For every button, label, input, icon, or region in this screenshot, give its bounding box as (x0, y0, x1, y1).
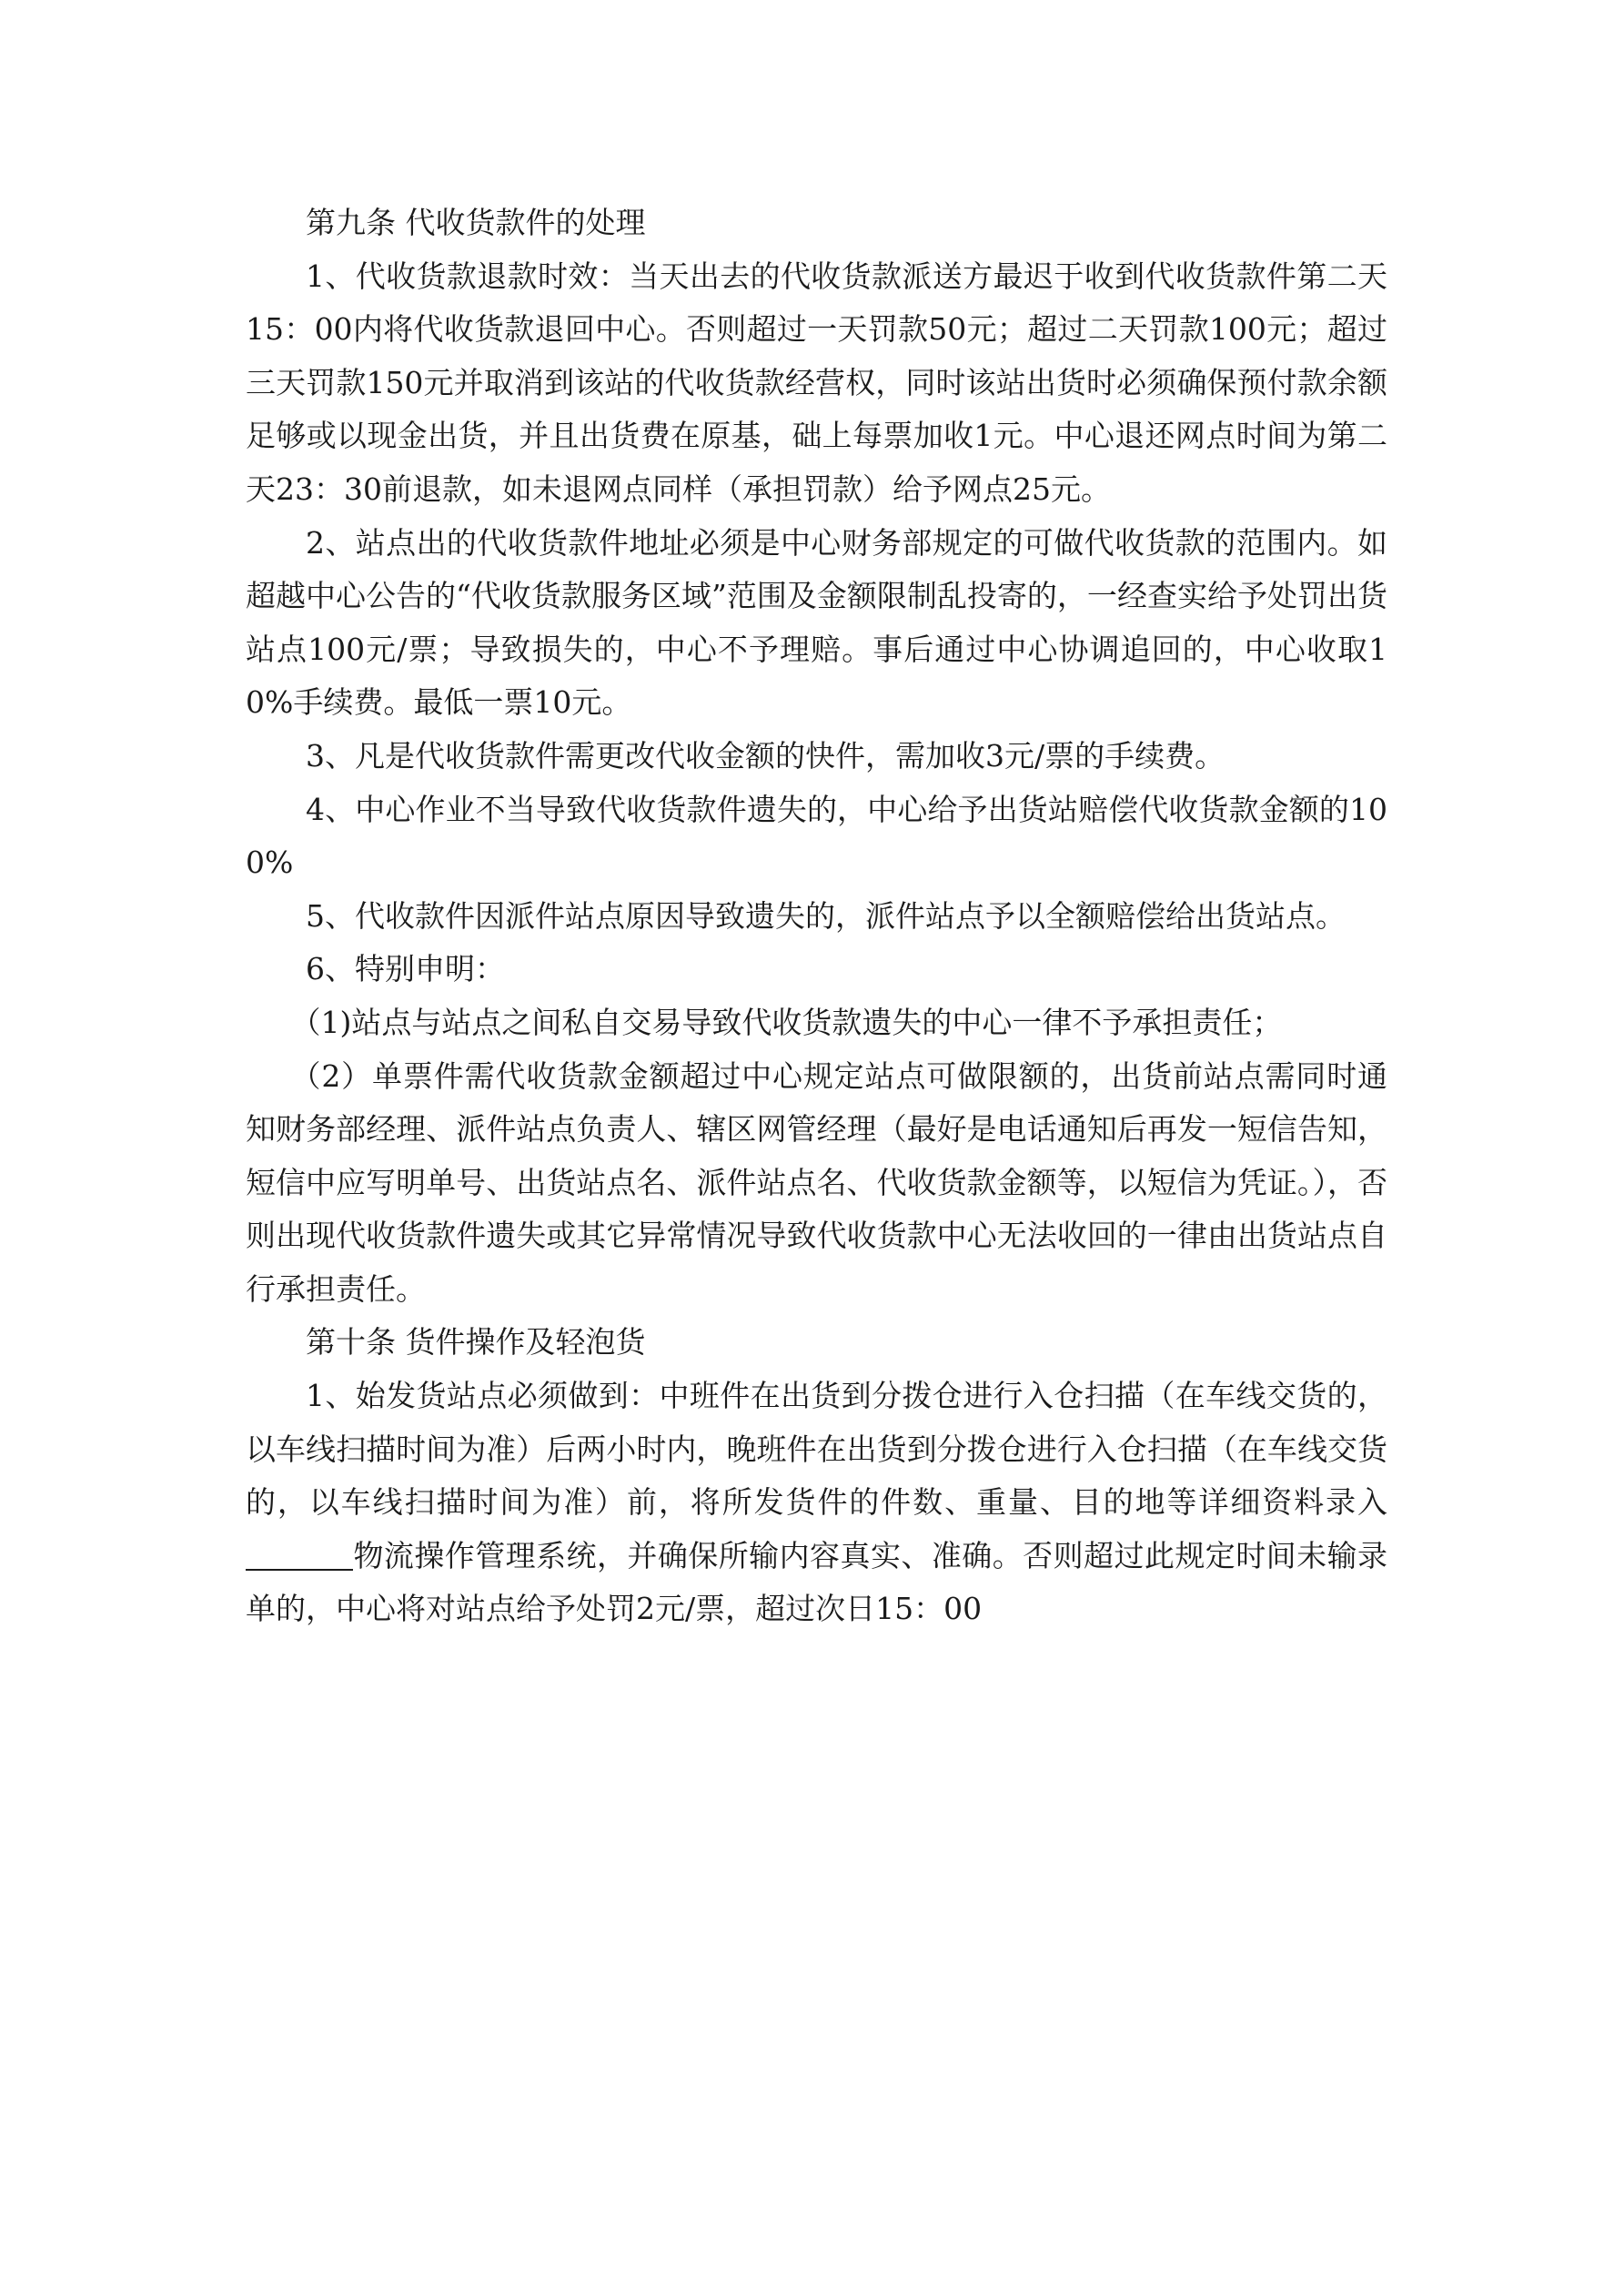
article-9-clause-6-item-2: （2）单票件需代收货款金额超过中心规定站点可做限额的，出货前站点需同时通知财务部经理、派件站点负责人、辖区网管经理（最好是电话通知后再发一短信告知，短信中应写明单号、出货站点名、派件站点名、代收货款金额等，以短信为凭证。），否则出现代收货款件遗失或其它异常情况导致代收货款中心无法收回的一律由出货站点自行承担责任。 (246, 1057, 1387, 1307)
article-9-clause-5: 5、代收款件因派件站点原因导致遗失的，派件站点予以全额赔偿给出货站点。 (306, 897, 1346, 934)
article-10-heading: 第十条 货件操作及轻泡货 (306, 1324, 646, 1360)
article-10-clause-1-text-a: 1、始发货站点必须做到：中班件在出货到分拨仓进行入仓扫描（在车线交货的，以车线扫描时间为准）后两小时内，晚班件在出货到分拨仓进行入仓扫描（在车线交货的，以车线扫描时间为准）前，将所发货件的件数、重量、目的地等详细资料录入 (246, 1378, 1387, 1521)
article-9-clause-1: 1、代收货款退款时效：当天出去的代收货款派送方最迟于收到代收货款件第二天15：00内将代收货款退回中心。否则超过一天罚款50元；超过二天罚款100元；超过三天罚款150元并取消到该站的代收货款经营权，同时该站出货时必须确保预付款余额足够或以现金出货，并且出货费在原基，础上每票加收1元。中心退还网点时间为第二天23：30前退款，如未退网点同样（承担罚款）给予网点25元。 (246, 258, 1387, 507)
article-9-clause-4: 4、中心作业不当导致代收货款件遗失的，中心给予出货站赔偿代收货款金额的100% (246, 791, 1387, 881)
article-9-clause-2: 2、站点出的代收货款件地址必须是中心财务部规定的可做代收货款的范围内。如超越中心公告的“代收货款服务区域”范围及金额限制乱投寄的，一经查实给予处罚出货站点100元/票；导致损失的，中心不予理赔。事后通过中心协调追回的，中心收取10%手续费。最低一票10元。 (246, 524, 1387, 721)
article-9-clause-6: 6、特别申明： (306, 951, 505, 987)
article-9-clause-6-item-1: （1)站点与站点之间私自交易导致代收货款遗失的中心一律不予承担责任； (290, 1004, 1283, 1040)
blank-underline (246, 1539, 353, 1571)
article-10-clause-1 (246, 1370, 1387, 1636)
article-9-heading: 第九条 代收货款件的处理 (306, 205, 646, 240)
article-10-clause-1-text-b: 物流操作管理系统，并确保所输内容真实、准确。否则超过此规定时间未输录单的，中心将对站点给予处罚2元/票，超过次日15：00 (246, 1537, 1387, 1627)
article-9-clause-3: 3、凡是代收货款件需更改代收金额的快件，需加收3元/票的手续费。 (306, 737, 1226, 774)
document-page (246, 197, 1387, 1636)
